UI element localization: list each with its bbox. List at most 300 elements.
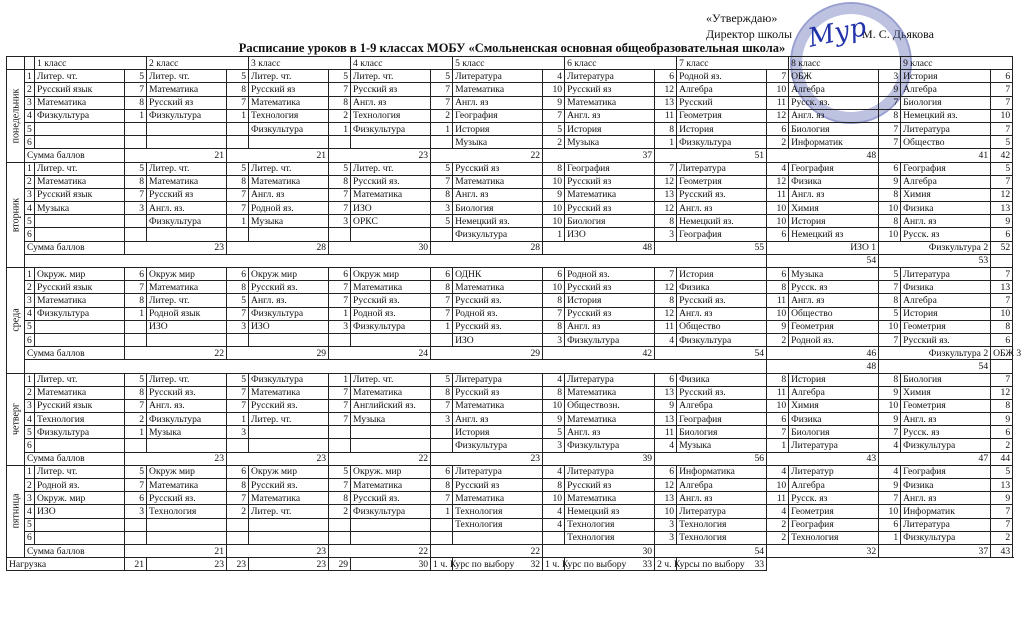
table-header-row xyxy=(7,57,1013,70)
lesson-subject: Окруж мир xyxy=(147,465,227,478)
lesson-score: 1 xyxy=(227,413,249,426)
table-row xyxy=(7,70,1013,83)
lesson-subject: Технология xyxy=(453,518,543,531)
sum-value: 56 xyxy=(655,452,767,465)
lesson-subject: Русск. яз xyxy=(901,228,991,241)
lesson-subject: Химия xyxy=(901,386,991,399)
lesson-score: 8 xyxy=(329,96,351,109)
lesson-score: 4 xyxy=(767,162,789,175)
lesson-score: 8 xyxy=(543,320,565,333)
lesson-subject: Литература xyxy=(565,465,655,478)
lesson-score: 5 xyxy=(227,70,249,83)
lesson-subject xyxy=(453,531,543,544)
lesson-subject: Математика xyxy=(35,175,125,188)
table-row xyxy=(7,426,1013,439)
load-value: 33 xyxy=(565,558,655,571)
lesson-score: 1 xyxy=(125,109,147,122)
lesson-score: 2 xyxy=(125,413,147,426)
lesson-subject: История xyxy=(453,426,543,439)
lesson-subject xyxy=(35,333,125,346)
sum-label: Сумма баллов xyxy=(25,452,125,465)
lesson-subject: Информатика xyxy=(677,465,767,478)
lesson-subject: История xyxy=(677,122,767,135)
lesson-subject: Общество xyxy=(901,136,991,149)
lesson-subject: Литература xyxy=(901,518,991,531)
sum-value: 48 xyxy=(767,149,879,162)
sum-value: 23 xyxy=(227,544,329,557)
lesson-score: 7 xyxy=(329,281,351,294)
lesson-score: 8 xyxy=(767,281,789,294)
sum-value: 43 xyxy=(991,544,1013,557)
lesson-score: 6 xyxy=(991,333,1013,346)
lesson-subject: Русский яз. xyxy=(901,333,991,346)
sum-value: 39 xyxy=(543,452,655,465)
lesson-score: 6 xyxy=(767,413,789,426)
lesson-number: 6 xyxy=(25,136,35,149)
lesson-score: 6 xyxy=(431,465,453,478)
lesson-subject xyxy=(35,215,125,228)
header-corner xyxy=(7,57,25,70)
lesson-subject: Физкультура xyxy=(453,228,543,241)
lesson-subject: Русский яз. xyxy=(453,294,543,307)
lesson-score: 9 xyxy=(543,413,565,426)
lesson-subject: Англ. яз xyxy=(565,320,655,333)
lesson-subject: Русский яз. xyxy=(453,320,543,333)
lesson-subject: Математика xyxy=(351,188,431,201)
lesson-subject: Русский яз. xyxy=(147,386,227,399)
lesson-subject: Окруж мир xyxy=(249,268,329,281)
lesson-subject: Литер. чт. xyxy=(249,505,329,518)
lesson-subject: ИЗО xyxy=(453,333,543,346)
lesson-number: 5 xyxy=(25,122,35,135)
lesson-subject: Математика xyxy=(249,386,329,399)
lesson-subject xyxy=(147,228,227,241)
lesson-score: 10 xyxy=(543,83,565,96)
extra-sum-value: 54 xyxy=(879,360,991,373)
lesson-score: 8 xyxy=(431,386,453,399)
lesson-subject xyxy=(249,136,329,149)
lesson-score: 12 xyxy=(655,175,677,188)
sum-value: 22 xyxy=(125,347,227,360)
lesson-score: 6 xyxy=(767,228,789,241)
lesson-number: 4 xyxy=(25,307,35,320)
lesson-score: 8 xyxy=(227,281,249,294)
lesson-score: 11 xyxy=(655,320,677,333)
lesson-score: 10 xyxy=(879,202,901,215)
lesson-score: 7 xyxy=(329,479,351,492)
extra-blank xyxy=(991,360,1013,373)
lesson-score xyxy=(227,333,249,346)
lesson-score: 11 xyxy=(655,109,677,122)
lesson-subject: ОБЖ xyxy=(789,70,879,83)
lesson-score: 8 xyxy=(767,373,789,386)
lesson-number: 2 xyxy=(25,386,35,399)
lesson-score xyxy=(329,136,351,149)
lesson-score: 13 xyxy=(991,202,1013,215)
lesson-score: 5 xyxy=(125,373,147,386)
lesson-subject: Литература xyxy=(565,70,655,83)
lesson-subject: Физкультура xyxy=(677,136,767,149)
lesson-subject: Физика xyxy=(901,479,991,492)
lesson-subject: Математика xyxy=(147,479,227,492)
lesson-score xyxy=(431,426,453,439)
lesson-score: 8 xyxy=(227,83,249,96)
lesson-score: 12 xyxy=(655,202,677,215)
lesson-subject: Русский яз xyxy=(147,188,227,201)
lesson-score xyxy=(227,136,249,149)
lesson-subject: Физкультура xyxy=(147,109,227,122)
lesson-score: 7 xyxy=(991,505,1013,518)
class-header: 6 класс xyxy=(565,57,677,70)
lesson-score xyxy=(125,136,147,149)
extra-sum-value: 53 xyxy=(879,254,991,267)
lesson-subject: Англ. яз xyxy=(901,492,991,505)
lesson-score: 10 xyxy=(543,281,565,294)
lesson-score xyxy=(125,320,147,333)
lesson-subject: Литература xyxy=(677,505,767,518)
lesson-score: 9 xyxy=(767,320,789,333)
lesson-subject: Музыка xyxy=(351,413,431,426)
lesson-score: 7 xyxy=(543,109,565,122)
lesson-subject: Физкультура xyxy=(249,307,329,320)
lesson-subject: Русский яз xyxy=(565,202,655,215)
table-row xyxy=(7,505,1013,518)
lesson-number: 6 xyxy=(25,439,35,452)
lesson-score: 8 xyxy=(227,479,249,492)
lesson-subject: Русский яз xyxy=(453,162,543,175)
sum-value: 54 xyxy=(655,347,767,360)
lesson-subject: Русский яз. xyxy=(147,492,227,505)
lesson-subject xyxy=(35,320,125,333)
lesson-score: 8 xyxy=(329,492,351,505)
sum-value: ИЗО 1 xyxy=(767,241,879,254)
lesson-subject: География xyxy=(789,162,879,175)
load-value: 23 xyxy=(147,558,227,571)
lesson-subject: ОРКС xyxy=(351,215,431,228)
lesson-score: 7 xyxy=(879,426,901,439)
lesson-subject: Литер. чт. xyxy=(35,162,125,175)
lesson-subject: История xyxy=(565,294,655,307)
lesson-number: 3 xyxy=(25,188,35,201)
schedule-table xyxy=(6,56,1022,571)
sum-value: 21 xyxy=(125,544,227,557)
lesson-score: 5 xyxy=(991,162,1013,175)
lesson-score: 1 xyxy=(431,320,453,333)
lesson-number: 6 xyxy=(25,531,35,544)
lesson-score: 7 xyxy=(227,307,249,320)
lesson-score: 1 xyxy=(655,136,677,149)
sum-value: 30 xyxy=(543,544,655,557)
class-header: 7 класс xyxy=(677,57,789,70)
lesson-score: 7 xyxy=(227,399,249,412)
lesson-score: 10 xyxy=(767,215,789,228)
lesson-score: 4 xyxy=(767,465,789,478)
lesson-score: 2 xyxy=(227,505,249,518)
lesson-subject: Физкультура xyxy=(351,505,431,518)
lesson-score: 8 xyxy=(543,386,565,399)
lesson-subject: Биология xyxy=(901,373,991,386)
lesson-number: 1 xyxy=(25,70,35,83)
lesson-number: 6 xyxy=(25,228,35,241)
lesson-subject: История xyxy=(901,70,991,83)
lesson-score: 5 xyxy=(431,373,453,386)
lesson-subject: Физкультура xyxy=(901,439,991,452)
lesson-number: 5 xyxy=(25,320,35,333)
lesson-score: 9 xyxy=(991,413,1013,426)
lesson-subject: Технология xyxy=(677,531,767,544)
lesson-score: 10 xyxy=(543,399,565,412)
lesson-subject: Англ. яз xyxy=(453,413,543,426)
lesson-score: 2 xyxy=(431,109,453,122)
class-header: 5 класс xyxy=(453,57,565,70)
table-row xyxy=(7,162,1013,175)
lesson-score: 11 xyxy=(767,294,789,307)
lesson-subject: Алгебра xyxy=(789,386,879,399)
lesson-subject: Литер. чт. xyxy=(351,70,431,83)
lesson-subject: Математика xyxy=(35,386,125,399)
lesson-subject: Русский язык xyxy=(35,188,125,201)
lesson-subject: Математика xyxy=(147,281,227,294)
lesson-score: 4 xyxy=(543,70,565,83)
day-label xyxy=(7,162,25,268)
lesson-subject: Геометрия xyxy=(901,399,991,412)
lesson-score: 1 xyxy=(125,426,147,439)
lesson-score: 7 xyxy=(431,294,453,307)
lesson-subject: Родной язык xyxy=(147,307,227,320)
lesson-subject: Литер. чт. xyxy=(147,70,227,83)
table-row xyxy=(7,399,1013,412)
lesson-subject: Физика xyxy=(789,175,879,188)
sum-value: 28 xyxy=(431,241,543,254)
sum-row xyxy=(7,452,1013,465)
lesson-subject: Русский яз xyxy=(147,96,227,109)
lesson-subject: Русский яз. xyxy=(677,294,767,307)
table-row xyxy=(7,373,1013,386)
lesson-score: 7 xyxy=(125,399,147,412)
lesson-subject: Технология xyxy=(565,518,655,531)
lesson-subject: Немецкий яз xyxy=(565,505,655,518)
table-row xyxy=(7,281,1013,294)
lesson-subject: Англ. яз xyxy=(789,294,879,307)
lesson-score: 4 xyxy=(543,373,565,386)
lesson-subject: Немецкий яз xyxy=(789,228,879,241)
approve-label: «Утверждаю» xyxy=(706,11,778,25)
lesson-score: 7 xyxy=(991,175,1013,188)
lesson-subject xyxy=(147,122,227,135)
lesson-score xyxy=(329,228,351,241)
sum-value: 23 xyxy=(227,452,329,465)
lesson-score: 7 xyxy=(991,373,1013,386)
lesson-subject: Математика xyxy=(249,492,329,505)
class-header: 4 класс xyxy=(351,57,453,70)
lesson-score: 10 xyxy=(767,307,789,320)
lesson-score: 8 xyxy=(655,122,677,135)
lesson-subject xyxy=(351,136,431,149)
sum-value: 52 xyxy=(991,241,1013,254)
lesson-subject: Химия xyxy=(789,399,879,412)
lesson-score: 8 xyxy=(543,479,565,492)
lesson-number: 2 xyxy=(25,175,35,188)
lesson-subject: География xyxy=(901,465,991,478)
lesson-subject: Литер. чт. xyxy=(351,373,431,386)
sum-row xyxy=(7,241,1013,254)
lesson-subject: Биология xyxy=(901,96,991,109)
lesson-subject: Русский яз xyxy=(565,281,655,294)
lesson-subject: История xyxy=(789,373,879,386)
lesson-score: 9 xyxy=(879,83,901,96)
sum-value: 22 xyxy=(431,149,543,162)
page-title: Расписание уроков в 1-9 классах МОБУ «Смольненская основная общеобразовательная школа» xyxy=(238,41,786,55)
lesson-score: 10 xyxy=(655,505,677,518)
lesson-score: 4 xyxy=(655,439,677,452)
lesson-subject: Математика xyxy=(453,281,543,294)
lesson-score: 6 xyxy=(125,492,147,505)
lesson-subject: Литер. чт. xyxy=(249,70,329,83)
lesson-subject: Музыка xyxy=(249,215,329,228)
lesson-subject: Литер. чт. xyxy=(249,162,329,175)
lesson-score: 5 xyxy=(543,426,565,439)
lesson-score: 7 xyxy=(879,96,901,109)
lesson-subject: География xyxy=(789,518,879,531)
lesson-subject: Музыка xyxy=(147,426,227,439)
lesson-subject xyxy=(351,228,431,241)
lesson-subject: Русский xyxy=(677,96,767,109)
lesson-score: 6 xyxy=(879,518,901,531)
lesson-score: 5 xyxy=(991,465,1013,478)
lesson-score: 2 xyxy=(767,531,789,544)
lesson-subject xyxy=(147,531,227,544)
lesson-score: 6 xyxy=(431,268,453,281)
lesson-subject: Русский яз xyxy=(565,479,655,492)
lesson-score: 8 xyxy=(879,188,901,201)
lesson-score: 5 xyxy=(125,162,147,175)
lesson-subject: Технология xyxy=(249,109,329,122)
table-row xyxy=(7,531,1013,544)
lesson-score: 7 xyxy=(991,268,1013,281)
sum-value: 21 xyxy=(227,149,329,162)
lesson-score xyxy=(125,531,147,544)
lesson-subject: Информатик xyxy=(789,136,879,149)
lesson-score: 8 xyxy=(655,294,677,307)
table-row xyxy=(7,122,1013,135)
lesson-score: 7 xyxy=(125,281,147,294)
lesson-score: 13 xyxy=(655,413,677,426)
lesson-subject: Окруж мир xyxy=(147,268,227,281)
class-header: 3 класс xyxy=(249,57,351,70)
lesson-subject: Физика xyxy=(901,281,991,294)
lesson-score: 6 xyxy=(655,373,677,386)
lesson-subject: Общество xyxy=(789,307,879,320)
lesson-score: 3 xyxy=(431,413,453,426)
sum-row xyxy=(7,347,1013,360)
lesson-score: 2 xyxy=(767,518,789,531)
lesson-score: 9 xyxy=(879,413,901,426)
lesson-subject: Англ. яз xyxy=(789,188,879,201)
lesson-subject: Математика xyxy=(453,83,543,96)
lesson-score: 9 xyxy=(879,479,901,492)
lesson-score xyxy=(227,228,249,241)
extra-blank xyxy=(991,254,1013,267)
lesson-score: 3 xyxy=(879,70,901,83)
lesson-score: 7 xyxy=(329,188,351,201)
lesson-subject xyxy=(249,531,329,544)
lesson-score: 8 xyxy=(879,109,901,122)
lesson-score: 7 xyxy=(227,188,249,201)
load-row xyxy=(7,558,1013,571)
lesson-score: 4 xyxy=(543,518,565,531)
extra-sum-row xyxy=(7,254,1013,267)
lesson-score xyxy=(125,333,147,346)
sum-value: Физкультура 2 xyxy=(879,241,991,254)
lesson-subject: Алгебра xyxy=(677,399,767,412)
lesson-subject: География xyxy=(677,413,767,426)
lesson-number: 1 xyxy=(25,465,35,478)
lesson-score xyxy=(329,439,351,452)
lesson-subject: Литература xyxy=(901,268,991,281)
lesson-subject: Литер. чт. xyxy=(351,162,431,175)
lesson-subject: Физкультура xyxy=(901,531,991,544)
lesson-subject: Технология xyxy=(35,413,125,426)
lesson-score: 3 xyxy=(227,320,249,333)
lesson-subject: Англ. яз xyxy=(901,215,991,228)
lesson-score: 12 xyxy=(991,386,1013,399)
lesson-subject: ИЗО xyxy=(249,320,329,333)
lesson-subject: Физкультура xyxy=(35,307,125,320)
lesson-score: 10 xyxy=(767,202,789,215)
lesson-score: 8 xyxy=(329,175,351,188)
sum-row xyxy=(7,544,1013,557)
lesson-score: 8 xyxy=(431,479,453,492)
lesson-number: 4 xyxy=(25,109,35,122)
lesson-subject: Биология xyxy=(789,426,879,439)
lesson-subject: Русский яз. xyxy=(249,281,329,294)
lesson-subject: Литер. чт. xyxy=(147,162,227,175)
lesson-score: 1 xyxy=(767,439,789,452)
lesson-subject xyxy=(249,518,329,531)
lesson-score xyxy=(431,518,453,531)
lesson-score: 10 xyxy=(767,83,789,96)
lesson-score: 7 xyxy=(431,175,453,188)
table-row xyxy=(7,320,1013,333)
lesson-score: 1 xyxy=(879,531,901,544)
lesson-subject: Родной яз. xyxy=(351,307,431,320)
class-header: 8 класс xyxy=(789,57,901,70)
signature: Мур xyxy=(805,12,869,54)
lesson-score: 6 xyxy=(767,268,789,281)
lesson-subject xyxy=(351,518,431,531)
lesson-subject: Физкультура xyxy=(35,426,125,439)
lesson-score: 10 xyxy=(879,399,901,412)
lesson-subject: Математика xyxy=(351,386,431,399)
lesson-score: 8 xyxy=(543,294,565,307)
lesson-subject: ИЗО xyxy=(147,320,227,333)
lesson-subject: Родной яз. xyxy=(249,202,329,215)
lesson-subject xyxy=(147,333,227,346)
lesson-score: 1 xyxy=(227,215,249,228)
lesson-score: 5 xyxy=(431,215,453,228)
lesson-subject: Технология xyxy=(565,531,655,544)
lesson-subject: Русский яз xyxy=(565,307,655,320)
lesson-subject: География xyxy=(677,228,767,241)
lesson-subject: Математика xyxy=(565,492,655,505)
lesson-score: 8 xyxy=(991,399,1013,412)
sum-value: 32 xyxy=(767,544,879,557)
lesson-subject: Русский яз xyxy=(351,83,431,96)
lesson-subject: Русский яз. xyxy=(249,479,329,492)
table-row xyxy=(7,136,1013,149)
day-label xyxy=(7,70,25,162)
lesson-score: 3 xyxy=(431,202,453,215)
